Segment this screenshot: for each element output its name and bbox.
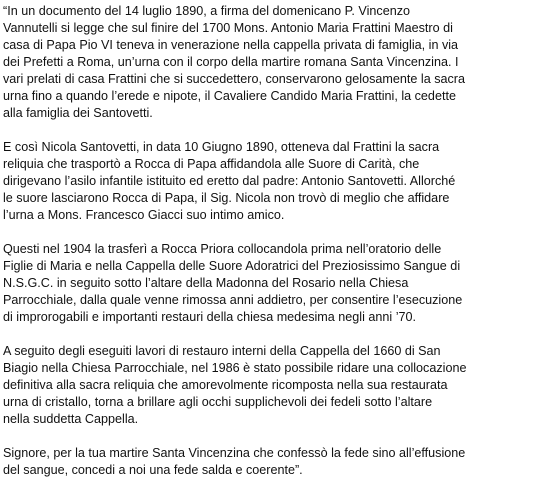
text-line: dei Prefetti a Roma, un’urna con il corpo della martire romana Santa Vincenzina. I (3, 55, 459, 69)
document-body (3, 3, 541, 496)
text-line: urna di cristallo, torna a brillare agli occhi supplichevoli dei fedeli sotto l’altare (3, 395, 433, 409)
text-line: Signore, per la tua martire Santa Vincenzina che confessò la fede sino all’effusione (3, 446, 466, 460)
text-line: A seguito degli eseguiti lavori di restauro interni della Cappella del 1660 di San (3, 344, 441, 358)
text-line: di improrogabili e importanti restauri della chiesa medesima negli anni ’70. (3, 310, 417, 324)
text-line: urna fino a quando l’erede e nipote, il Cavaliere Candido Maria Frattini, la cedette (3, 89, 456, 103)
paragraph-3 (3, 241, 541, 326)
text-line: N.S.G.C. in seguito sotto l’altare della Madonna del Rosario nella Chiesa (3, 276, 409, 290)
text-line: Figlie di Maria e nella Cappella delle Suore Adoratrici del Preziosissimo Sangue di (3, 259, 461, 273)
text-line: vari prelati di casa Frattini che si succedettero, conservarono gelosamente la sacra (3, 72, 465, 86)
text-line: definitiva alla sacra reliquia che amorevolmente ricomposta nella sua restaurata (3, 378, 448, 392)
text-line: alla famiglia dei Santovetti. (3, 106, 153, 120)
text-line: del sangue, concedi a noi una fede salda e coerente”. (3, 463, 303, 477)
paragraph-5 (3, 445, 541, 479)
text-line: casa di Papa Pio VI teneva in venerazione nella cappella privata di famiglia, in via (3, 38, 459, 52)
text-line: “In un documento del 14 luglio 1890, a firma del domenicano P. Vincenzo (3, 4, 411, 18)
paragraph-2 (3, 139, 541, 224)
text-line: Questi nel 1904 la trasferì a Rocca Priora collocandola prima nell’oratorio delle (3, 242, 442, 256)
text-line: dirigevano l’asilo infantile istituito ed eretto dal padre: Antonio Santovetti. Allorché (3, 174, 456, 188)
text-line: Vannutelli si legge che sul finire del 1700 Mons. Antonio Maria Frattini Maestro di (3, 21, 453, 35)
text-line: nella suddetta Cappella. (3, 412, 139, 426)
text-line: le suore lasciarono Rocca di Papa, il Sig. Nicola non trovò di meglio che affidare (3, 191, 450, 205)
text-line: Biagio nella Chiesa Parrocchiale, nel 1986 è stato possibile ridare una collocazione (3, 361, 467, 375)
paragraph-1 (3, 3, 541, 122)
text-line: reliquia che trasportò a Rocca di Papa affidandola alle Suore di Carità, che (3, 157, 420, 171)
text-line: l’urna a Mons. Francesco Giacci suo intimo amico. (3, 208, 285, 222)
text-line: E così Nicola Santovetti, in data 10 Giugno 1890, otteneva dal Frattini la sacra (3, 140, 440, 154)
text-line: Parrocchiale, dalla quale venne rimossa anni addietro, per consentire l’esecuzione (3, 293, 463, 307)
paragraph-4 (3, 343, 541, 428)
